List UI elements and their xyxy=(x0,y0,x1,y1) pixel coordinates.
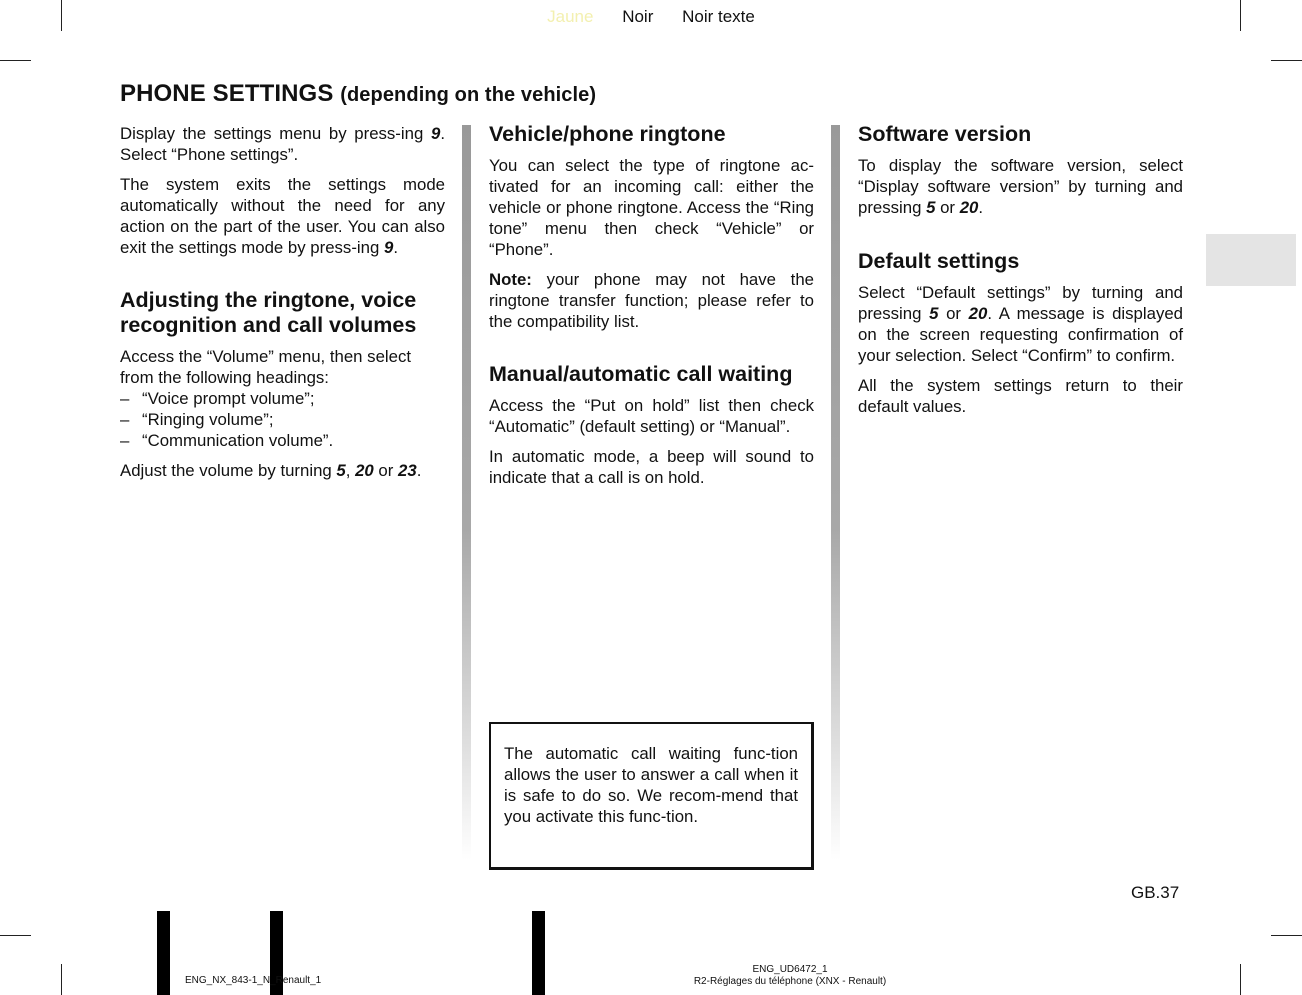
paragraph xyxy=(858,282,1183,366)
key-ref: 5 xyxy=(336,461,346,480)
text: Display the settings menu by press-ing xyxy=(120,124,431,143)
dash: – xyxy=(120,389,130,408)
text: or xyxy=(935,198,960,217)
footer-right-ref xyxy=(640,964,940,988)
key-ref: 20 xyxy=(968,304,988,323)
paragraph xyxy=(120,174,445,258)
call-waiting-info-box xyxy=(489,722,814,870)
key-ref: 20 xyxy=(355,461,374,480)
text: or xyxy=(373,461,399,480)
text: . Select “Phone settings”. xyxy=(120,124,445,164)
page-title-main: PHONE SETTINGS xyxy=(120,80,334,107)
list-item-text: “Ringing volume”; xyxy=(142,410,274,429)
paragraph: All the system settings return to their default values. xyxy=(858,376,1183,416)
crop-mark xyxy=(0,935,31,936)
text: Select “Default settings” by turning and pressing xyxy=(858,283,1183,323)
list-item xyxy=(120,409,445,430)
footer-left-ref: ENG_NX_843-1_N_Renault_1 xyxy=(185,975,322,986)
page-title-sub: (depending on the vehicle) xyxy=(340,84,597,106)
heading-default-settings: Default settings xyxy=(858,249,1020,273)
text: Adjust the volume by turning xyxy=(120,461,337,480)
crop-mark xyxy=(1271,935,1302,936)
footer-right-line2: R2-Réglages du téléphone (XNX - Renault) xyxy=(693,976,887,987)
crop-mark xyxy=(61,964,62,995)
heading-vehicle-phone-ringtone: Vehicle/phone ringtone xyxy=(489,122,726,146)
page-number: GB.37 xyxy=(1131,883,1180,902)
crop-mark xyxy=(1271,60,1302,61)
info-box-text: The automatic call waiting func-tion allows the user to answer a call when it is safe to do so. We recom-mend that you activate this func-tion. xyxy=(504,744,798,826)
text: . xyxy=(978,198,984,217)
text: , xyxy=(345,461,356,480)
note-paragraph xyxy=(489,269,814,332)
text: The system exits the settings mode automatically without the need for any action on the part of the user. You can also exit the settings mode by press-ing xyxy=(120,175,445,257)
text: or xyxy=(938,304,969,323)
column-3 xyxy=(858,122,1183,426)
list-item-text: “Voice prompt volume”; xyxy=(142,389,315,408)
footer-bar xyxy=(157,911,170,995)
heading-adjusting-volumes: Adjusting the ringtone, voice recognition and call volumes xyxy=(120,288,417,337)
key-ref: 9 xyxy=(383,238,394,257)
paragraph: You can select the type of ringtone ac-tivated for an incoming call: either the vehicle or phone ringtone. Access the “Ring tone” menu then check “Vehicle” or “Phone”. xyxy=(489,156,814,259)
dash: – xyxy=(120,431,130,450)
key-ref: 5 xyxy=(929,304,939,323)
color-mark-noir-texte: Noir texte xyxy=(682,7,755,26)
key-ref: 9 xyxy=(430,124,441,143)
list-item-text: “Communication volume”. xyxy=(142,431,334,450)
column-divider xyxy=(462,125,471,860)
crop-mark xyxy=(1240,964,1241,995)
text: . xyxy=(416,461,422,480)
paragraph: Access the “Put on hold” list then check “Automatic” (default setting) or “Manual”. xyxy=(489,396,814,436)
text: To display the software version, select “Display software version” by turning and pressing xyxy=(858,156,1183,217)
column-divider xyxy=(831,125,840,860)
paragraph xyxy=(858,155,1183,218)
paragraph xyxy=(120,123,445,165)
color-mark-jaune: Jaune xyxy=(547,7,594,26)
footer-bar xyxy=(532,911,545,995)
text: . A message is displayed on the screen requesting confirmation of your selection. Select “Confirm” to confirm. xyxy=(858,304,1184,365)
note-label: Note: xyxy=(489,270,532,289)
list-item xyxy=(120,388,445,409)
heading-call-waiting: Manual/automatic call waiting xyxy=(489,362,793,386)
footer-right-line1: ENG_UD6472_1 xyxy=(752,964,828,975)
heading-software-version: Software version xyxy=(858,122,1032,146)
section-tab-marker xyxy=(1206,234,1296,286)
key-ref: 5 xyxy=(926,198,936,217)
key-ref: 23 xyxy=(398,461,417,480)
column-1 xyxy=(120,123,445,490)
text: your phone may not have the ringtone transfer function; please refer to the compatibility list. xyxy=(489,270,814,331)
color-mark-noir: Noir xyxy=(622,7,654,26)
dash: – xyxy=(120,410,130,429)
print-color-marks xyxy=(0,7,1302,27)
text: . xyxy=(393,238,398,257)
column-2 xyxy=(489,122,814,497)
list-item xyxy=(120,430,445,451)
paragraph: Access the “Volume” menu, then select from the following headings: xyxy=(120,347,412,387)
key-ref: 20 xyxy=(959,198,979,217)
paragraph: In automatic mode, a beep will sound to indicate that a call is on hold. xyxy=(489,447,814,487)
crop-mark xyxy=(0,60,31,61)
page-title xyxy=(120,80,596,108)
paragraph xyxy=(120,460,445,481)
